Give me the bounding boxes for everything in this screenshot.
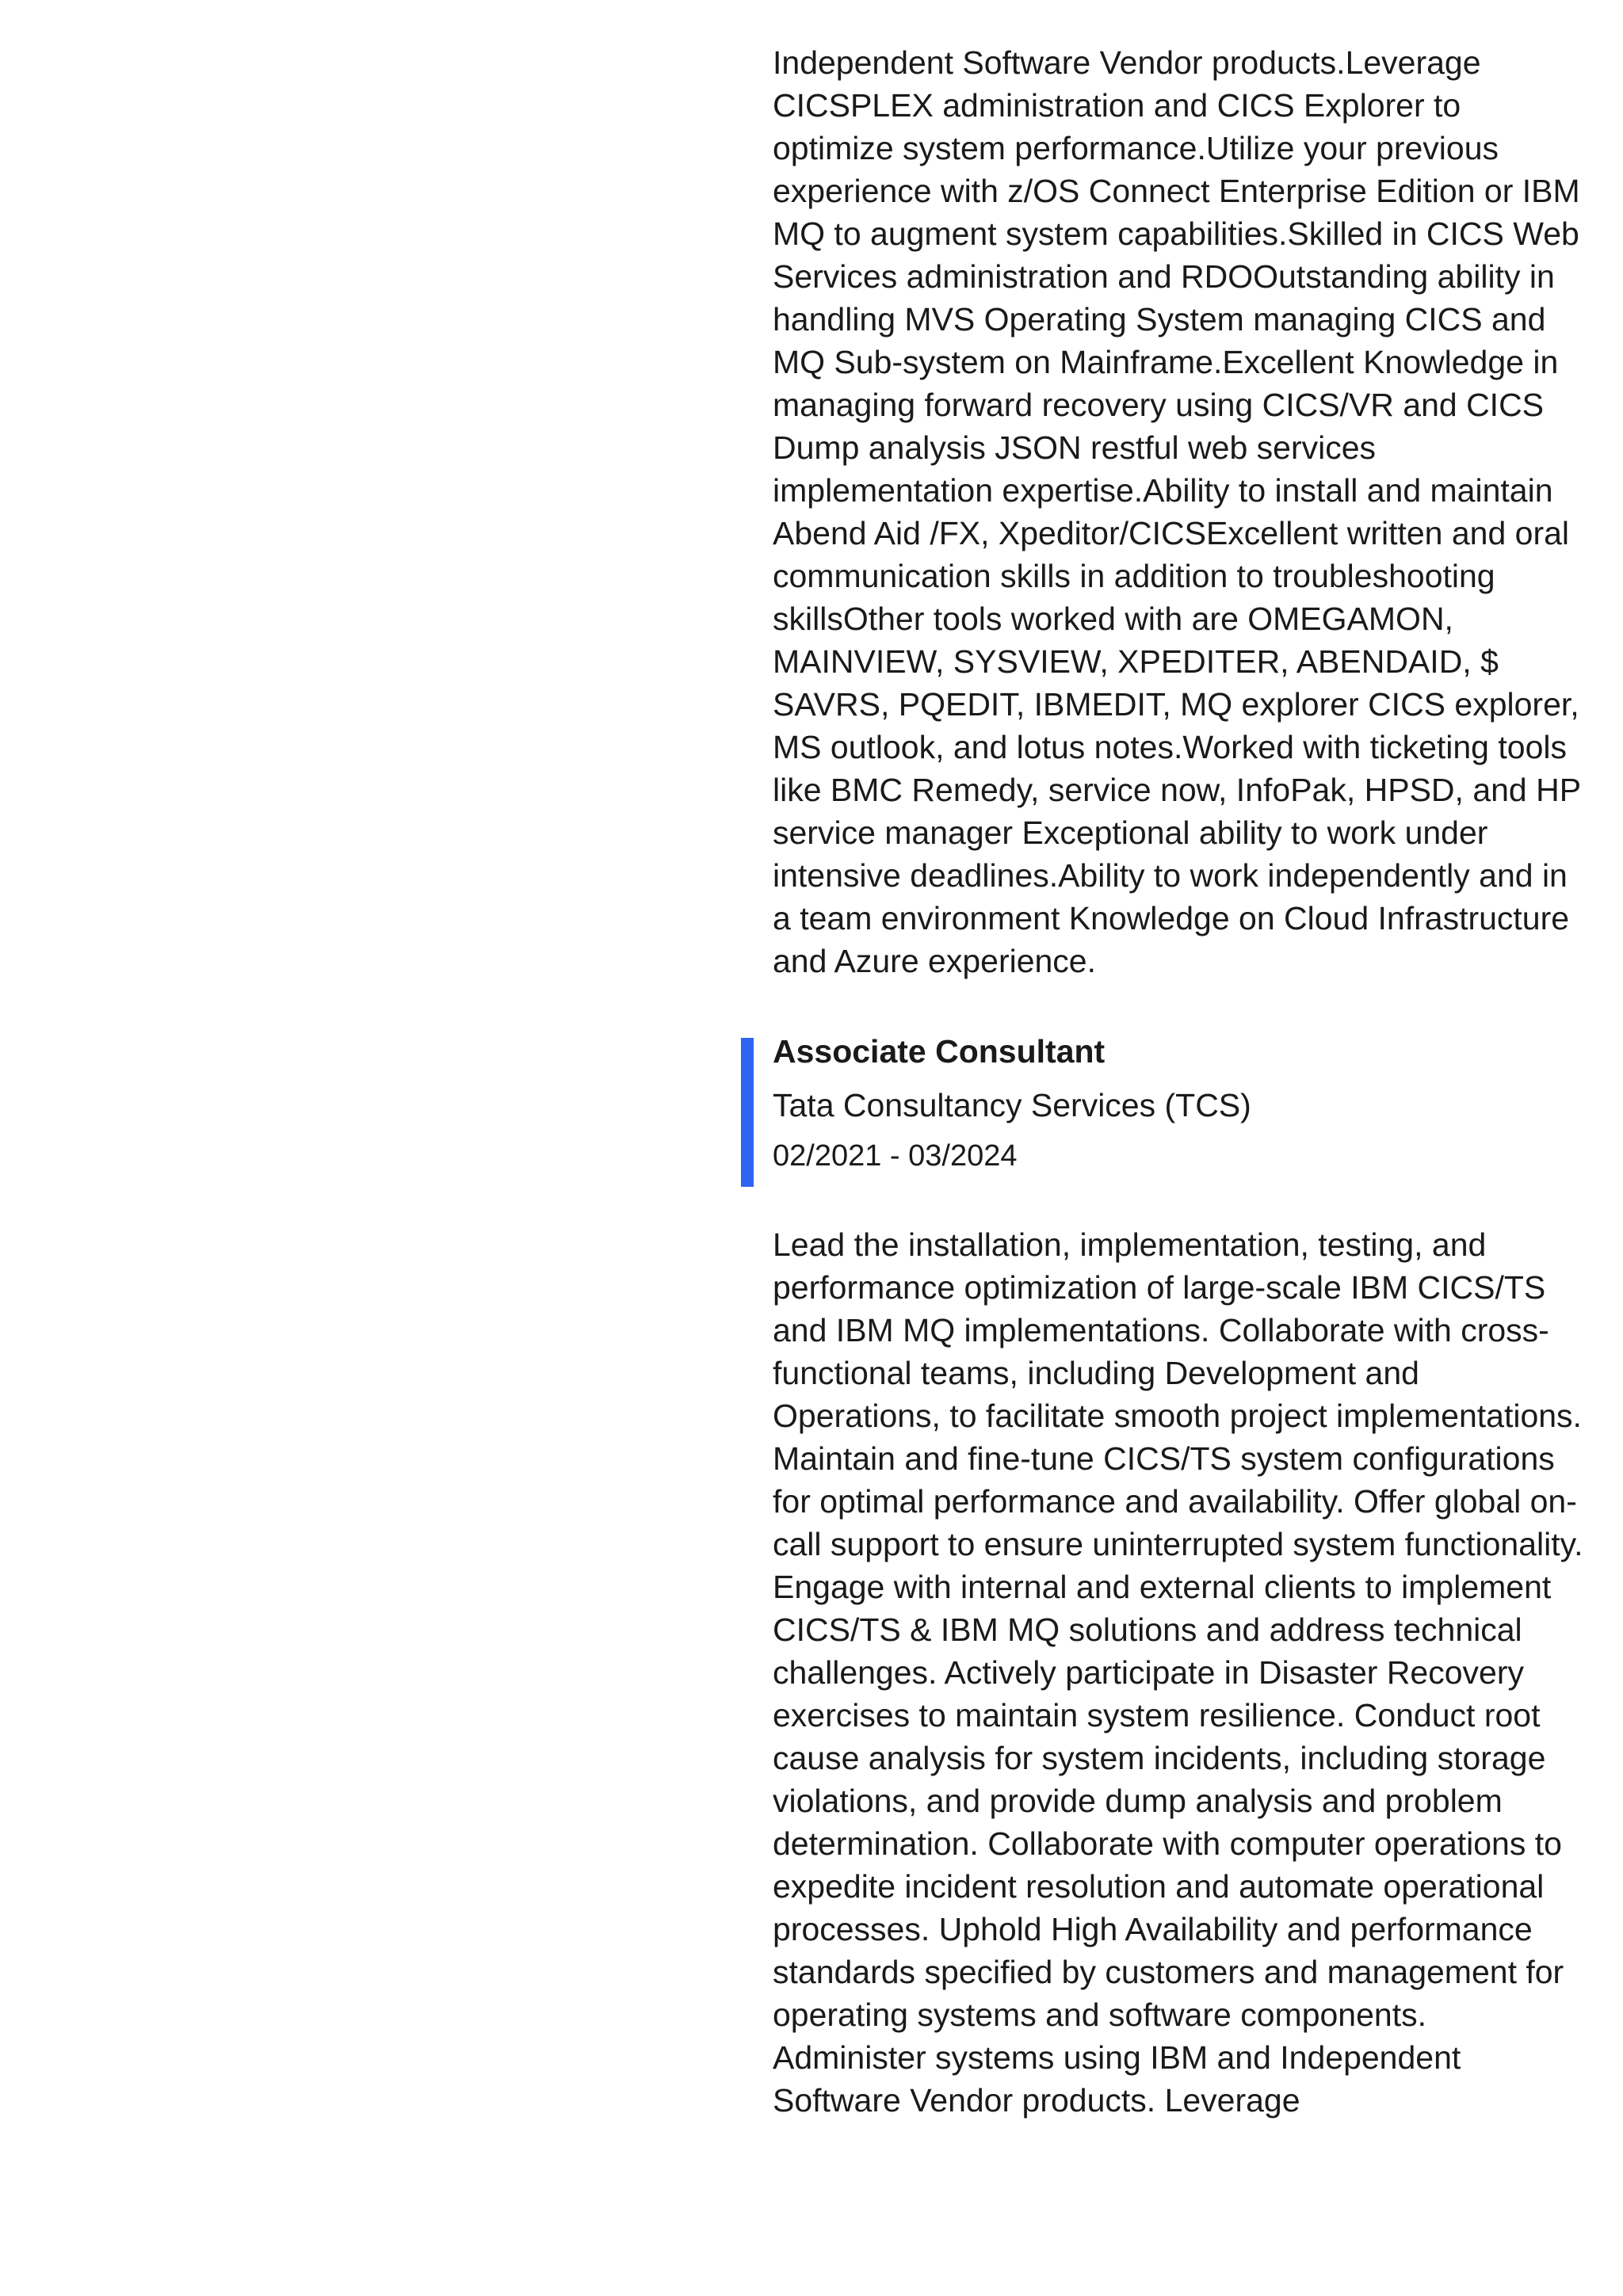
- job-description: Lead the installation, implementation, testing, and performance optimization of large-scale IBM CICS/TS and IBM MQ implementations. Collaborate with cross-functional teams, including Development and Operations, to facilitate smooth project implementations. Maintain and fine-tune CICS/TS system configurations for optimal performance and availability. Offer global on-call support to ensure uninterrupted system functionality. Engage with internal and external clients to implement CICS/TS & IBM MQ solutions and address technical challenges. Actively participate in Disaster Recovery exercises to maintain system resilience. Conduct root cause analysis for system incidents, including storage violations, and provide dump analysis and problem determination. Collaborate with computer operations to expedite incident resolution and automate operational processes. Uphold High Availability and performance standards specified by customers and management for operating systems and software components. Administer systems using IBM and Independent Software Vendor products. Leverage: [773, 1226, 1583, 2119]
- job-entry: [773, 1030, 1585, 1177]
- job-title: Associate Consultant: [773, 1033, 1106, 1070]
- experience-section: [773, 41, 1585, 2122]
- previous-job-description: Independent Software Vendor products.Leverage CICSPLEX administration and CICS Explorer to optimize system performance.Utilize your previous experience with z/OS Connect Enterprise Edition or IBM MQ to augment system capabilities.Skilled in CICS Web Services administration and RDOOutstanding ability in handling MVS Operating System managing CICS and MQ Sub-system on Mainframe.Excellent Knowledge in managing forward recovery using CICS/VR and CICS Dump analysis JSON restful web services implementation expertise.Ability to install and maintain Abend Aid /FX, Xpeditor/CICSExcellent written and oral communication skills in addition to troubleshooting skillsOther tools worked with are OMEGAMON, MAINVIEW, SYSVIEW, XPEDITER, ABENDAID, $ SAVRS, PQEDIT, IBMEDIT, MQ explorer CICS explorer, MS outlook, and lotus notes.Worked with ticketing tools like BMC Remedy, service now, InfoPak, HPSD, and HP service manager Exceptional ability to work under intensive deadlines.Ability to work independently and in a team environment Knowledge on Cloud Infrastructure and Azure experience.: [773, 44, 1581, 979]
- job-company: Tata Consultancy Services (TCS): [773, 1087, 1251, 1123]
- job-accent-bar: [741, 1038, 754, 1187]
- left-column: [0, 0, 737, 2296]
- job-dates: 02/2021 - 03/2024: [773, 1139, 1018, 1173]
